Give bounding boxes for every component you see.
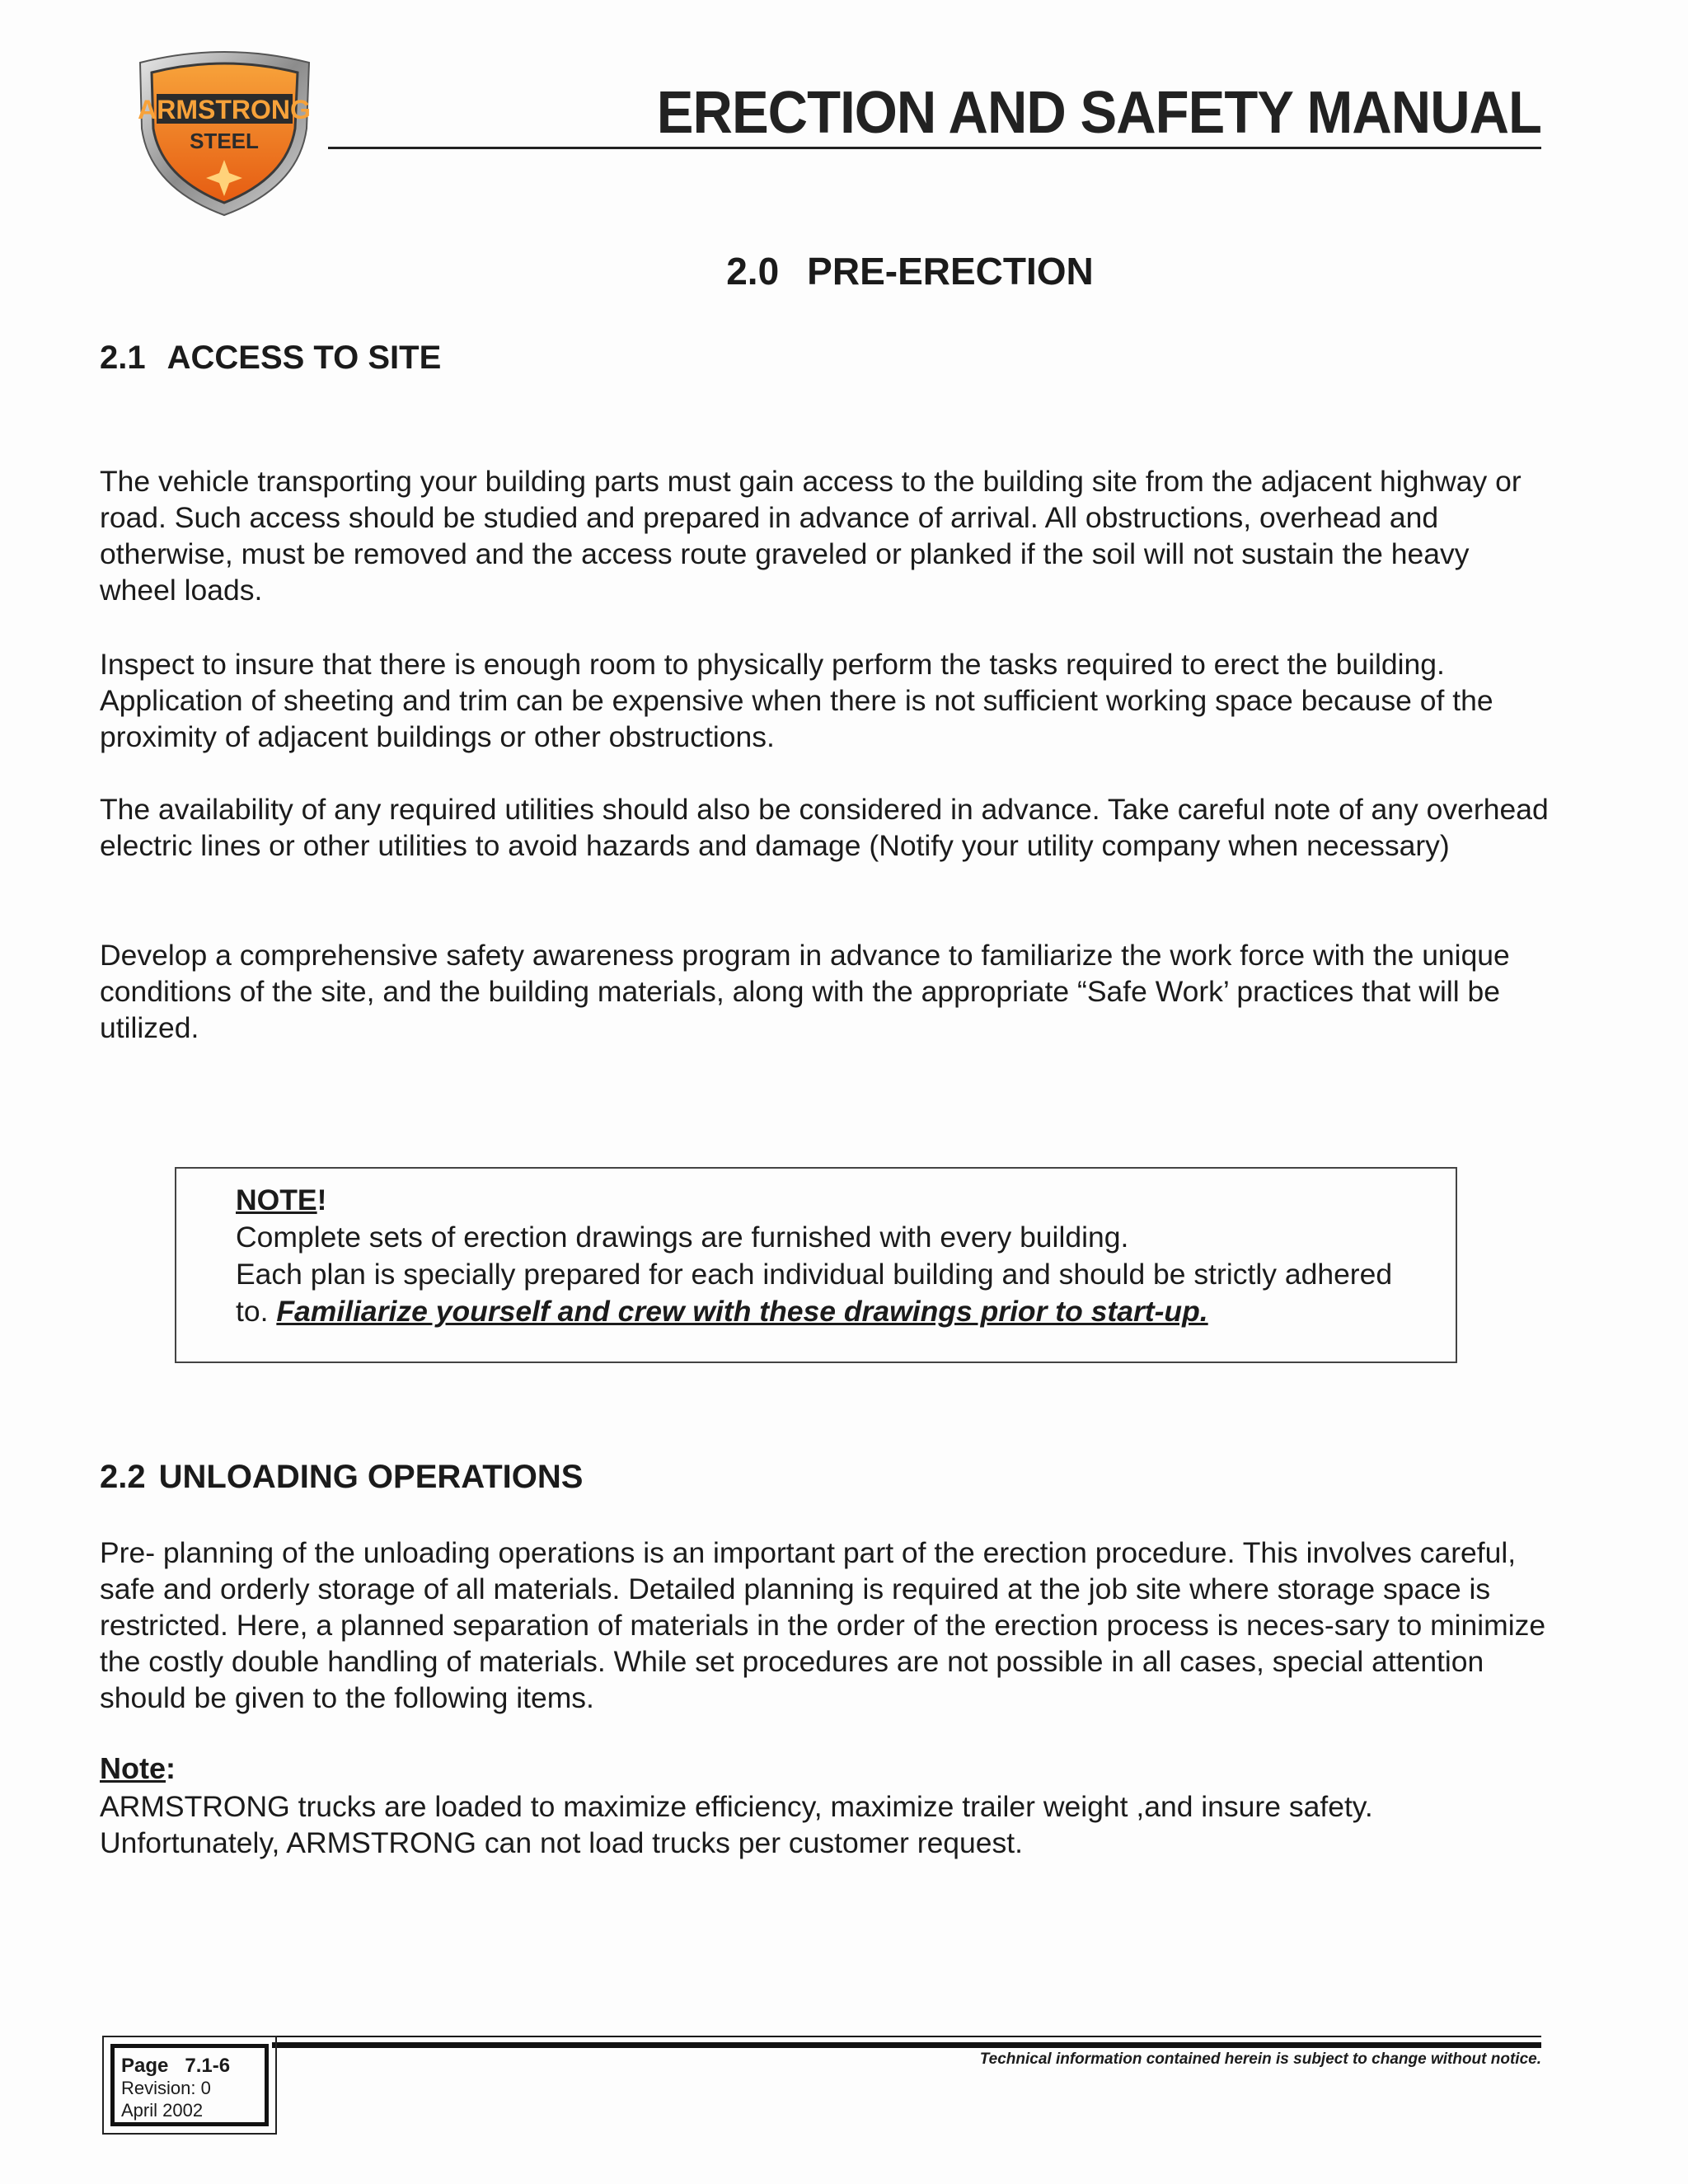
note-line: ARMSTRONG trucks are loaded to maximize efficiency, maximize trailer weight ,and insure safety. (100, 1790, 1373, 1823)
note-heading: NOTE! (236, 1183, 327, 1216)
paragraph-safety-program: Develop a comprehensive safety awareness program in advance to familiarize the work force with the unique conditions of the site, and the building materials, along with the appropriate “Safe Work’ practices that will be utilized. (100, 939, 1510, 1044)
note-heading-unloading: Note: (100, 1751, 176, 1785)
chapter-heading (0, 249, 1688, 293)
footer-divider-thin (272, 2036, 1541, 2037)
revision-line: Revision: 0 (121, 2078, 211, 2098)
footer-disclaimer: Technical information contained herein is subject to change without notice. (979, 2050, 1541, 2068)
section-number: 2.1 (100, 340, 146, 376)
section-number: 2.2 (100, 1459, 146, 1495)
paragraph-vehicle-access: The vehicle transporting your building parts must gain access to the building site from the adjacent highway or road. Such access should be studied and prepared in advance of arrival. All obstructions, overhead and otherwise, must be removed and the access route graveled or planked if the soil will not sustain the heavy wheel loads. (100, 465, 1522, 607)
section-heading-access (100, 340, 441, 377)
section-title: UNLOADING OPERATIONS (158, 1459, 584, 1495)
note-box (175, 1167, 1457, 1363)
footer-divider-thick (272, 2042, 1541, 2048)
note-content (236, 1182, 1431, 1330)
note-line-1: Complete sets of erection drawings are furnished with every building. (236, 1221, 1129, 1254)
manual-title: ERECTION AND SAFETY MANUAL (656, 80, 1541, 146)
logo-text-steel: STEEL (190, 129, 259, 153)
section-title: ACCESS TO SITE (166, 340, 442, 376)
paragraph-room-inspection: Inspect to insure that there is enough room to physically perform the tasks required to erect the building. Application of sheeting and trim can be expensive when there is not sufficient working space because of the proximity of adjacent buildings or other obstructions. (100, 648, 1493, 753)
note-line: Unfortunately, ARMSTRONG can not load trucks per customer request. (100, 1826, 1024, 1859)
title-divider (328, 147, 1541, 149)
armstrong-steel-logo (124, 46, 326, 219)
chapter-title: PRE-ERECTION (807, 250, 1094, 293)
date-line: April 2002 (121, 2100, 204, 2121)
paragraph-utilities: The availability of any required utilities should also be considered in advance. Take careful note of any overhead electric lines or other utilities to avoid hazards and damage (Notify your utility company when necessary) (100, 793, 1549, 862)
logo-text-armstrong: ARMSTRONG (138, 95, 311, 124)
paragraph-unloading: Pre- planning of the unloading operations is an important part of the erection procedure. This involves careful, safe and orderly storage of all materials. Detailed planning is required at the job site where storage space is restricted. Here, a planned separation of materials in the order of the erection process is neces-sary to minimize the costly double handling of materials. While set procedures are not possible in all cases, special attention should be given to the following items. (100, 1536, 1546, 1714)
chapter-number: 2.0 (726, 250, 780, 293)
section-heading-unloading (100, 1459, 583, 1496)
page-info-box (102, 2036, 277, 2135)
page-number-line: Page 7.1-6 (121, 2055, 231, 2077)
note-emphasis: Familiarize yourself and crew with these drawings prior to start-up. (276, 1295, 1208, 1328)
note-text-unloading (100, 1788, 1550, 1861)
note-line-2: Each plan is specially prepared for each individual building and should be strictly adhered to. Familiarize yourself and crew with these drawings prior to start-up. (236, 1258, 1393, 1328)
